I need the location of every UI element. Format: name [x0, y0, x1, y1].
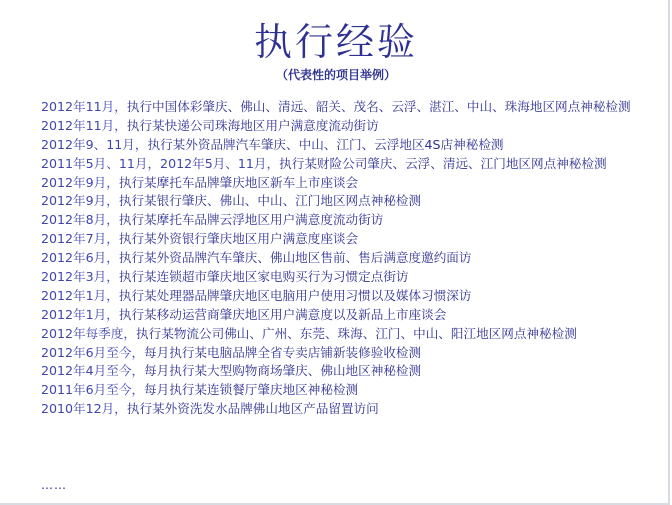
- project-date: 2012年6月，: [41, 250, 119, 266]
- project-item: [41, 269, 637, 285]
- project-date: 2012年9月，: [41, 174, 119, 190]
- project-item: [41, 326, 637, 342]
- project-description: 执行某快递公司珠海地区用户满意度流动街访: [126, 117, 379, 133]
- project-item: [41, 250, 637, 266]
- project-item: [41, 382, 637, 398]
- project-date: 2012年每季度，: [41, 325, 137, 341]
- project-item: [41, 137, 637, 153]
- project-item: [41, 193, 637, 209]
- project-item: [41, 118, 637, 134]
- project-description: 执行某连锁超市肇庆地区家电购买行为习惯定点街访: [118, 269, 409, 285]
- project-item: [41, 288, 637, 304]
- page-title: 执行经验: [253, 20, 418, 64]
- project-date: 2012年4月至今，: [41, 363, 145, 379]
- project-item: [41, 175, 637, 191]
- project-date: 2011年5月、11月，2012年5月、11月，: [41, 155, 280, 171]
- project-date: 2012年11月，: [41, 99, 127, 114]
- project-item: [41, 212, 637, 228]
- project-description: 执行某摩托车品牌肇庆地区新车上市座谈会: [118, 174, 359, 190]
- project-description: 每月执行某大型购物商场肇庆、佛山地区神秘检测: [144, 363, 422, 379]
- project-description: 执行中国体彩肇庆、佛山、清远、韶关、茂名、云浮、湛江、中山、珠海地区网点神秘检测: [126, 99, 631, 114]
- project-description: 执行某摩托车品牌云浮地区用户满意度流动街访: [118, 212, 384, 228]
- more-ellipsis: ……: [41, 478, 67, 492]
- project-item: [41, 363, 637, 379]
- project-date: 2012年9、11月，: [41, 136, 148, 152]
- project-description: 执行某移动运营商肇庆地区用户满意度以及新品上市座谈会: [118, 306, 447, 322]
- project-description: 执行某外资品牌汽车肇庆、中山、江门、云浮地区4S店神秘检测: [147, 136, 504, 152]
- project-date: 2012年1月，: [41, 287, 119, 303]
- project-item: [41, 307, 637, 323]
- project-description: 执行某处理器品牌肇庆地区电脑用户使用习惯以及媒体习惯深访: [118, 287, 472, 303]
- project-description: 每月执行某电脑品牌全省专卖店铺新装修验收检测: [144, 344, 422, 360]
- project-item: [41, 99, 637, 115]
- project-date: 2012年3月，: [41, 269, 119, 285]
- page-subtitle: （代表性的项目举例）: [275, 68, 396, 82]
- project-item: [41, 231, 637, 247]
- project-date: 2012年9月，: [41, 193, 119, 209]
- project-list: [41, 99, 637, 420]
- project-description: 执行某银行肇庆、佛山、中山、江门地区网点神秘检测: [118, 193, 422, 209]
- project-date: 2012年6月至今，: [41, 344, 145, 360]
- project-date: 2010年12月，: [41, 401, 127, 417]
- project-date: 2011年6月至今，: [41, 382, 145, 398]
- project-date: 2012年8月，: [41, 212, 119, 228]
- project-description: 执行某外资银行肇庆地区用户满意度座谈会: [118, 231, 359, 247]
- project-item: [41, 401, 637, 417]
- project-description: 执行某财险公司肇庆、云浮、清远、江门地区网点神秘检测: [279, 155, 607, 171]
- project-date: 2012年1月，: [41, 306, 119, 322]
- project-description: 执行某外资品牌汽车肇庆、佛山地区售前、售后满意度邀约面访: [118, 250, 472, 266]
- project-date: 2012年11月，: [41, 117, 127, 133]
- project-description: 执行某物流公司佛山、广州、东莞、珠海、江门、中山、阳江地区网点神秘检测: [136, 325, 577, 341]
- project-item: [41, 345, 637, 361]
- project-date: 2012年7月，: [41, 231, 119, 247]
- project-item: [41, 156, 637, 172]
- project-description: 执行某外资洗发水品牌佛山地区产品留置访问: [126, 401, 379, 417]
- project-description: 每月执行某连锁餐厅肇庆地区神秘检测: [144, 382, 359, 398]
